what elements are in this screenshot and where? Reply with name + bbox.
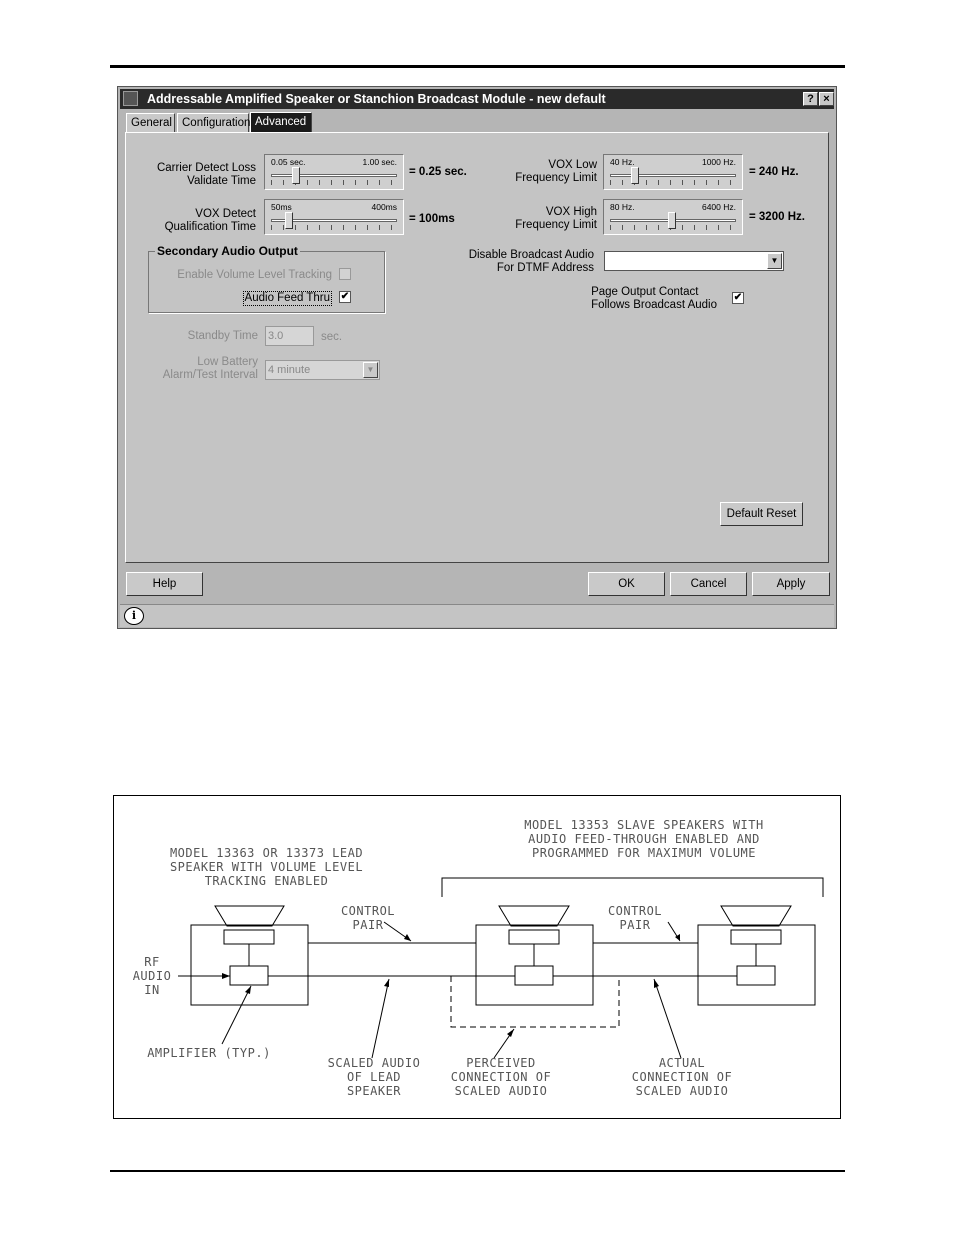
slider-min-label: 0.05 sec. — [271, 157, 306, 167]
perceived-connection-label: PERCEIVED CONNECTION OF SCALED AUDIO — [450, 1056, 552, 1098]
lead-speaker-label: MODEL 13363 OR 13373 LEAD SPEAKER WITH VOLUME LEVEL TRACKING ENABLED — [169, 846, 364, 888]
page-output-label: Page Output Contact Follows Broadcast Audio — [591, 286, 717, 311]
low-battery-dropdown[interactable]: 4 minute ▼ — [265, 360, 380, 380]
slider-thumb[interactable] — [668, 212, 676, 229]
enable-volume-label: Enable Volume Level Tracking — [177, 269, 332, 281]
speaker-element — [731, 930, 781, 944]
secondary-audio-group-label: Secondary Audio Output — [157, 244, 298, 258]
vox-detect-value: = 100ms — [409, 213, 455, 225]
help-button[interactable]: Help — [126, 572, 203, 596]
standby-time-input[interactable]: 3.0 — [265, 326, 314, 346]
slider-track — [271, 174, 397, 177]
speaker-element — [224, 930, 274, 944]
slider-track — [610, 174, 736, 177]
disable-broadcast-label: Disable Broadcast Audio For DTMF Address — [468, 249, 594, 274]
slider-min-label: 40 Hz. — [610, 157, 635, 167]
carrier-detect-value: = 0.25 sec. — [409, 166, 467, 178]
default-reset-button[interactable]: Default Reset — [720, 502, 803, 526]
vox-detect-slider[interactable] — [264, 199, 404, 235]
control-pair-label-2: CONTROL PAIR — [607, 904, 663, 932]
slider-ticks — [271, 180, 397, 185]
vox-low-value: = 240 Hz. — [749, 166, 799, 178]
title-bar[interactable] — [120, 89, 834, 109]
low-battery-label: Low Battery Alarm/Test Interval — [162, 356, 258, 381]
info-icon[interactable]: i — [124, 607, 144, 625]
chevron-down-icon[interactable]: ▼ — [767, 253, 782, 269]
amplifier-block — [737, 966, 775, 985]
control-pair-label-1: CONTROL PAIR — [340, 904, 396, 932]
top-rule — [110, 65, 845, 68]
tab-advanced[interactable]: Advanced — [250, 112, 312, 132]
chevron-down-icon[interactable]: ▼ — [363, 362, 378, 378]
vox-detect-label: VOX Detect Qualification Time — [164, 208, 256, 233]
slider-min-label: 80 Hz. — [610, 202, 635, 212]
slider-thumb[interactable] — [631, 167, 639, 184]
amplifier-label: AMPLIFIER (TYP.) — [147, 1046, 271, 1060]
slider-max-label: 1.00 sec. — [362, 157, 397, 167]
slider-min-label: 50ms — [271, 202, 292, 212]
settings-dialog — [117, 86, 837, 629]
slider-max-label: 400ms — [371, 202, 397, 212]
carrier-detect-slider[interactable] — [264, 154, 404, 190]
vox-high-value: = 3200 Hz. — [749, 211, 805, 223]
cancel-button[interactable]: Cancel — [670, 572, 747, 596]
slider-ticks — [610, 180, 736, 185]
slider-max-label: 1000 Hz. — [701, 157, 736, 167]
tab-general[interactable]: General — [126, 113, 175, 132]
ok-button[interactable]: OK — [588, 572, 665, 596]
wiring-diagram — [113, 795, 841, 1119]
speaker-cone — [721, 906, 791, 926]
page-output-checkbox[interactable]: ✔ — [733, 292, 743, 303]
vox-high-label: VOX High Frequency Limit — [515, 206, 597, 231]
bottom-rule — [110, 1170, 845, 1172]
rf-audio-in-label: RF AUDIO IN — [132, 955, 172, 997]
enable-volume-checkbox[interactable] — [339, 268, 351, 280]
dtmf-address-dropdown[interactable] — [604, 251, 784, 271]
vox-low-slider[interactable] — [603, 154, 743, 190]
vox-low-label: VOX Low Frequency Limit — [515, 159, 597, 184]
slider-thumb[interactable] — [292, 167, 300, 184]
scaled-audio-label: SCALED AUDIO OF LEAD SPEAKER — [327, 1056, 421, 1098]
close-icon[interactable]: × — [819, 92, 834, 106]
slave-speakers-label: MODEL 13353 SLAVE SPEAKERS WITH AUDIO FEED-THROUGH ENABLED AND PROGRAMMED FOR MAXIMUM VOLUME — [524, 818, 764, 860]
amplifier-block — [515, 966, 553, 985]
app-icon — [123, 91, 138, 106]
help-icon[interactable]: ? — [803, 92, 818, 106]
standby-unit: sec. — [321, 331, 343, 343]
standby-time-label: Standby Time — [187, 330, 258, 342]
speaker-element — [509, 930, 559, 944]
dialog-title: Addressable Amplified Speaker or Stanchion Broadcast Module - new default — [147, 92, 606, 106]
speaker-cone — [499, 906, 569, 926]
audio-feed-label[interactable]: Audio Feed Thru — [244, 292, 330, 304]
actual-connection-label: ACTUAL CONNECTION OF SCALED AUDIO — [631, 1056, 733, 1098]
audio-feed-checkbox[interactable]: ✔ — [340, 291, 350, 302]
apply-button[interactable]: Apply — [752, 572, 830, 596]
status-bar — [120, 604, 834, 627]
slider-thumb[interactable] — [285, 212, 293, 229]
vox-high-slider[interactable] — [603, 199, 743, 235]
slider-max-label: 6400 Hz. — [701, 202, 736, 212]
secondary-audio-group — [148, 244, 385, 313]
speaker-cone — [215, 906, 284, 926]
carrier-detect-label: Carrier Detect Loss Validate Time — [156, 162, 256, 187]
advanced-panel — [125, 132, 829, 563]
slave-brace — [442, 878, 823, 897]
tab-configuration[interactable]: Configuration — [177, 113, 249, 132]
amplifier-block — [230, 966, 268, 985]
